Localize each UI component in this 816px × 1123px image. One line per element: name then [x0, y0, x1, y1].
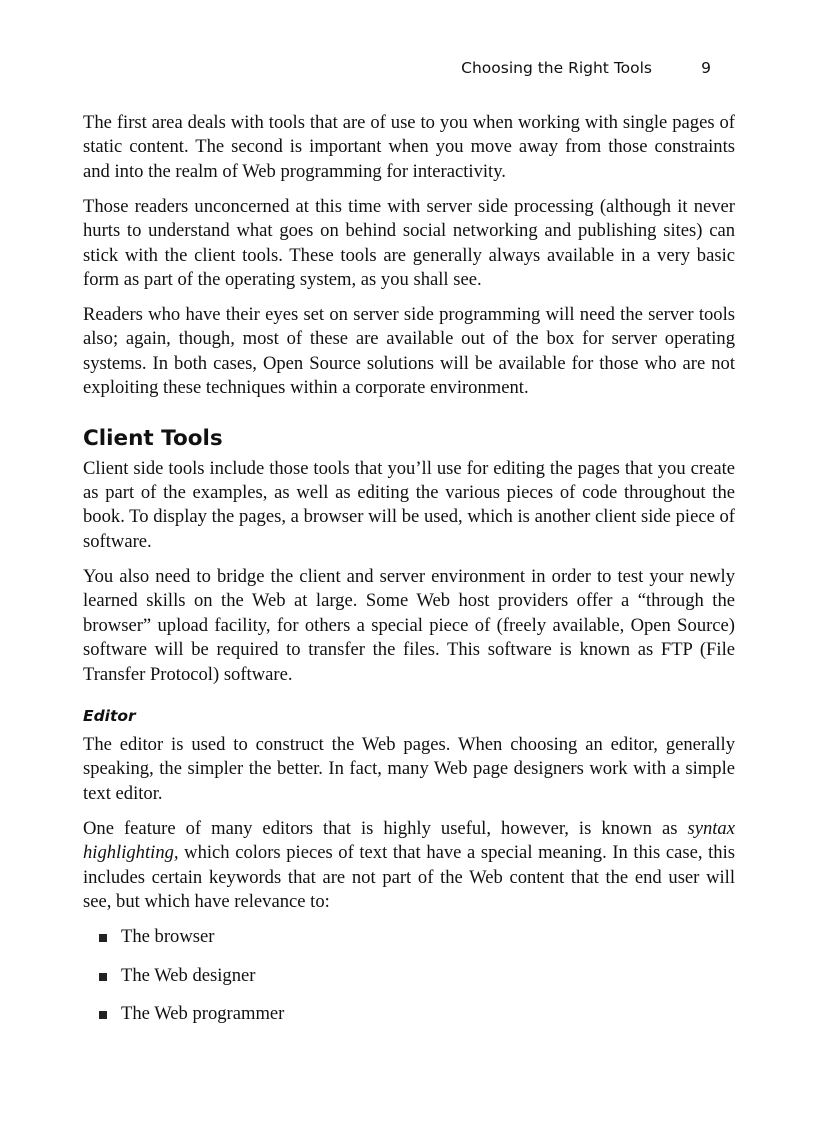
bullet-list	[83, 925, 735, 1026]
section-heading-client-tools: Client Tools	[83, 425, 223, 451]
running-head-title: Choosing the Right Tools	[461, 59, 652, 77]
paragraph: The first area deals with tools that are of use to you when working with single pages of static content. The second is important when you move away from those constraints and into the realm of Web programming for interactivity.	[83, 112, 735, 182]
subsection-heading-editor: Editor	[83, 706, 136, 725]
square-bullet-icon	[99, 934, 107, 942]
list-item	[99, 964, 735, 988]
list-item-text: The Web programmer	[121, 1003, 285, 1025]
emphasis-term: syntax highlighting,	[83, 817, 735, 864]
square-bullet-icon	[99, 973, 107, 981]
paragraph-text: which colors pieces of text that have a special meaning. In this case, this includes certain keywords that are not part of the Web content that the end user will see, but which have relevance to:	[83, 842, 735, 912]
body-text	[83, 111, 735, 1041]
list-item-text: The Web designer	[121, 964, 256, 986]
paragraph: You also need to bridge the client and server environment in order to test your newly learned skills on the Web at large. Some Web host providers offer a “through the browser” upload facility, for others a special piece of (freely available, Open Source) software will be required to transfer the files. This software is known as FTP (File Transfer Protocol) software.	[83, 565, 735, 685]
paragraph-syntax-highlighting	[83, 817, 735, 915]
paragraph-text: One feature of many editors that is highly useful, however, is known as	[83, 817, 688, 839]
list-item	[99, 925, 735, 949]
list-item	[99, 1002, 735, 1026]
running-head	[0, 57, 711, 81]
page-number: 9	[701, 59, 711, 77]
paragraph: The editor is used to construct the Web pages. When choosing an editor, generally speaking, the simpler the better. In fact, many Web page designers work with a simple text editor.	[83, 733, 735, 804]
list-item-text: The browser	[121, 925, 215, 947]
paragraph: Those readers unconcerned at this time with server side processing (although it never hurts to understand what goes on behind social networking and publishing sites) can stick with the client tools. These tools are generally always available in a very basic form as part of the operating system, as you shall see.	[83, 195, 735, 291]
paragraph: Readers who have their eyes set on server side programming will need the server tools also; again, though, most of these are available out of the box for server operating systems. In both cases, Open Source solutions will be available for those who are not exploiting these techniques within a corporate environment.	[83, 304, 735, 399]
square-bullet-icon	[99, 1011, 107, 1019]
paragraph: Client side tools include those tools that you’ll use for editing the pages that you create as part of the examples, as well as editing the various pieces of code throughout the book. To display the pages, a browser will be used, which is another client side piece of software.	[83, 457, 735, 552]
